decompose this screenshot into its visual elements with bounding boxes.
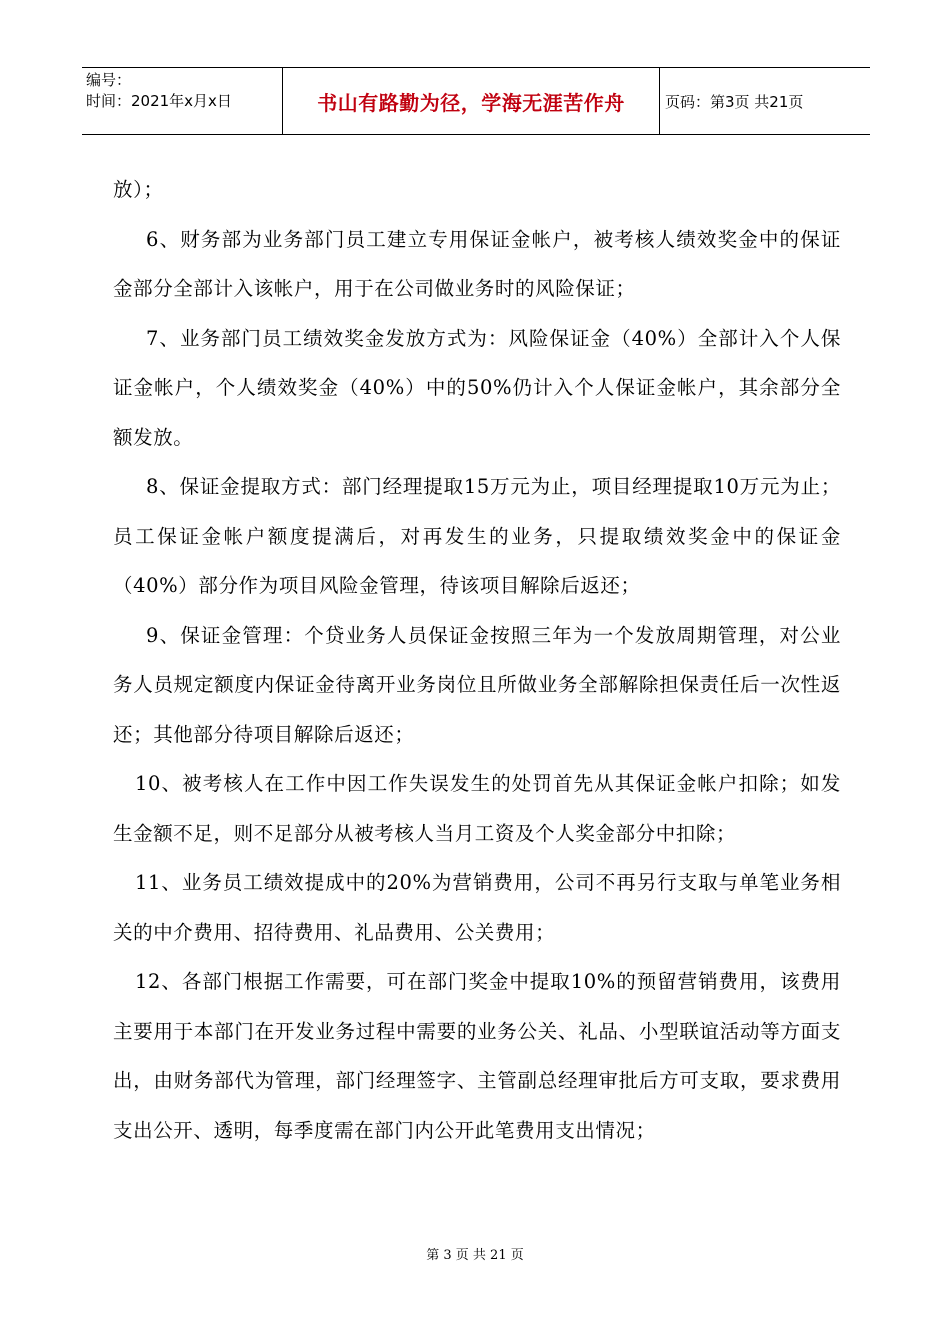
paragraph-continuation: 放）； (113, 178, 164, 201)
paragraph-item-12: 12、各部门根据工作需要，可在部门奖金中提取10%的预留营销费用，该费用主要用于本部门在开发业务过程中需要的业务公关、礼品、小型联谊活动等方面支出，由财务部代为管理，部门经理签字、主管副总经理审批后方可支取，要求费用支出公开、透明，每季度需在部门内公开此笔费用支出情况； (113, 970, 841, 1142)
header-motto: 书山有路勤为径，学海无涯苦作舟 (317, 90, 625, 115)
paragraph-item-9: 9、保证金管理：个贷业务人员保证金按照三年为一个发放周期管理，对公业务人员规定额度内保证金待离开业务岗位且所做业务全部解除担保责任后一次性返还；其他部分待项目解除后返还； (113, 623, 841, 746)
page-footer: 第 3 页 共 21 页 (426, 1248, 524, 1263)
document-body (113, 165, 841, 1155)
document-date-label: 时间：2021年x月x日 (86, 92, 232, 110)
paragraph-item-7: 7、业务部门员工绩效奖金发放方式为：风险保证金（40%）全部计入个人保证金帐户，个人绩效奖金（40%）中的50%仍计入个人保证金帐户，其余部分全额发放。 (113, 326, 841, 449)
paragraph-item-6: 6、财务部为业务部门员工建立专用保证金帐户，被考核人绩效奖金中的保证金部分全部计入该帐户，用于在公司做业务时的风险保证； (113, 227, 841, 300)
header-meta (82, 68, 282, 134)
header-page-info: 页码：第3页 共21页 (665, 92, 804, 111)
paragraph-item-10: 10、被考核人在工作中因工作失误发生的处罚首先从其保证金帐户扣除；如发生金额不足，则不足部分从被考核人当月工资及个人奖金部分中扣除； (113, 772, 841, 845)
paragraph-item-8: 8、保证金提取方式：部门经理提取15万元为止，项目经理提取10万元为止；员工保证金帐户额度提满后，对再发生的业务，只提取绩效奖金中的保证金（40%）部分作为项目风险金管理，待该项目解除后返还； (113, 475, 841, 597)
paragraph-item-11: 11、业务员工绩效提成中的20%为营销费用，公司不再另行支取与单笔业务相关的中介费用、招待费用、礼品费用、公关费用； (113, 871, 841, 944)
page-header (82, 67, 870, 135)
document-number-label: 编号： (86, 71, 132, 89)
header-divider (659, 68, 660, 134)
